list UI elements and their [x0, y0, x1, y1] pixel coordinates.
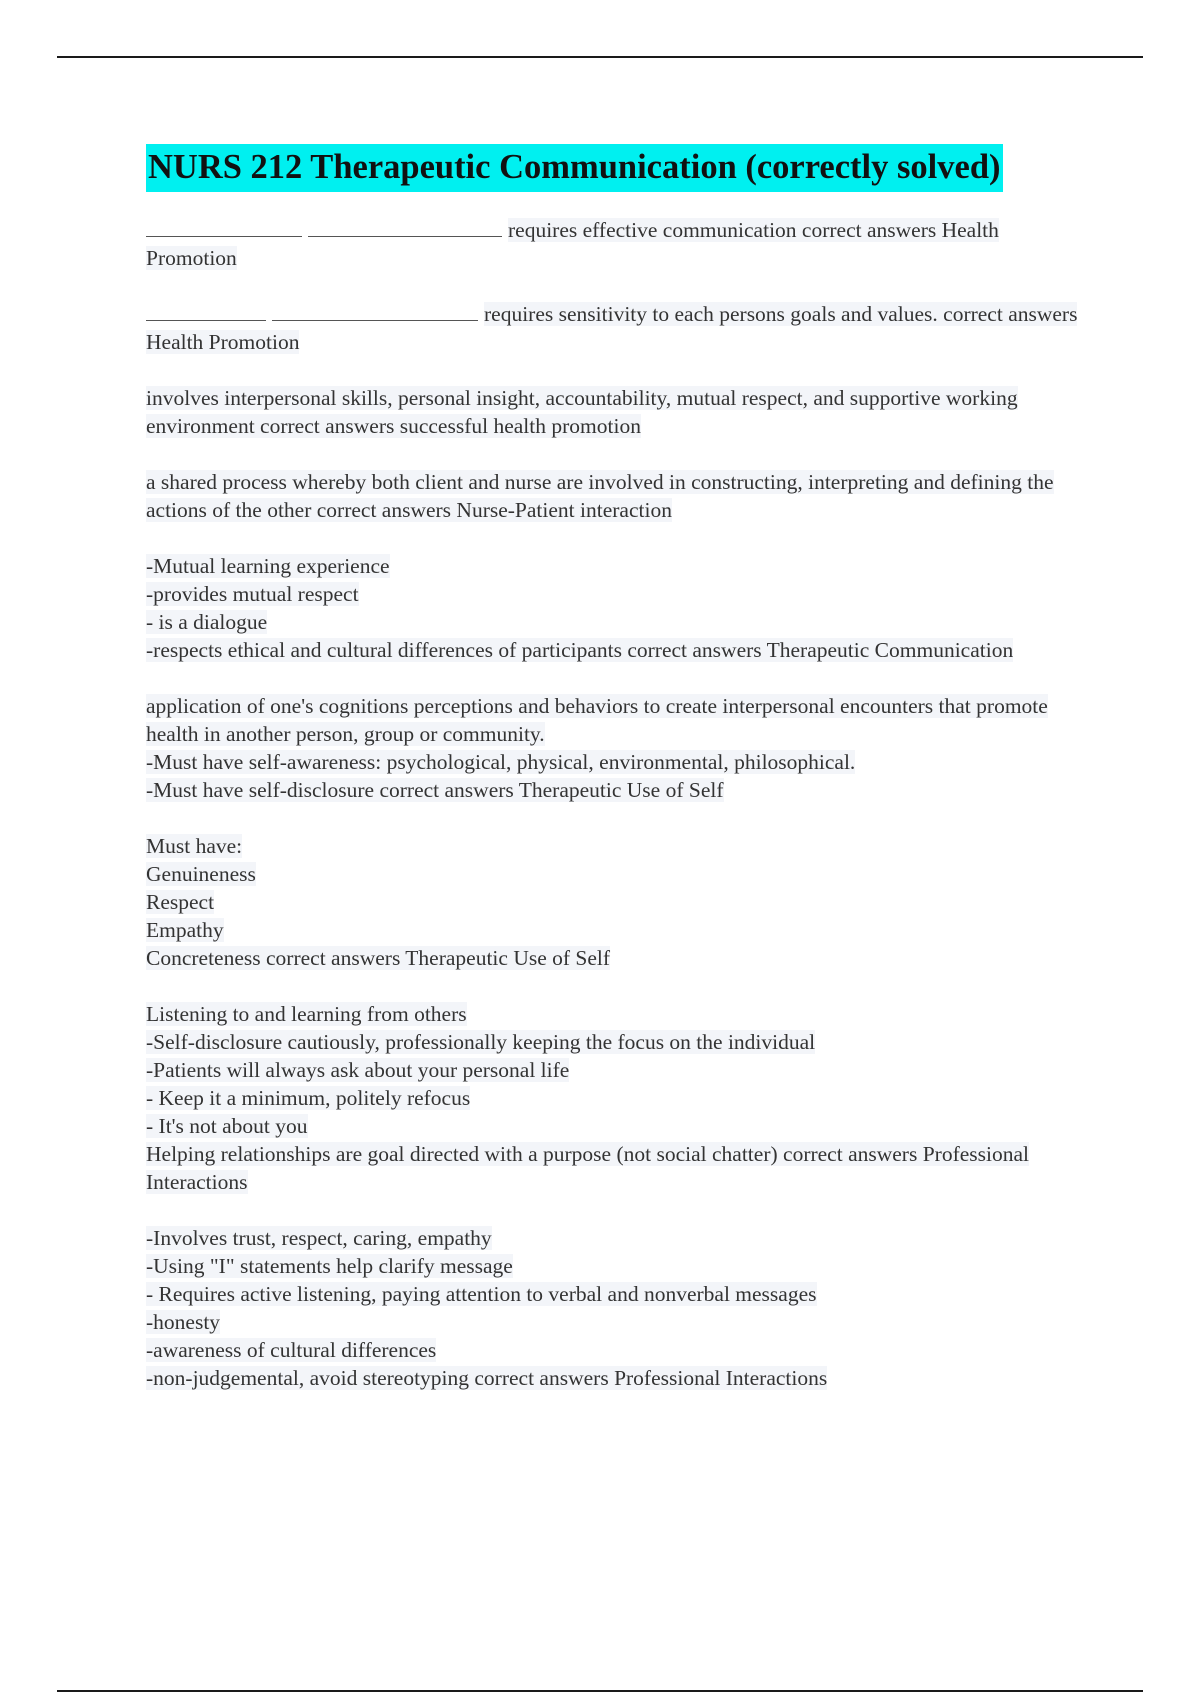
card-line [146, 1112, 1086, 1140]
card-text: -provides mutual respect [146, 582, 359, 606]
card-line [146, 216, 1086, 272]
card-line [146, 888, 1086, 916]
card-line [146, 692, 1086, 748]
card-line [146, 1224, 1086, 1252]
document-title: NURS 212 Therapeutic Communication (correctly solved) [146, 144, 1003, 192]
card-text: -Involves trust, respect, caring, empathy [146, 1226, 492, 1250]
flashcard-list [146, 216, 1086, 1392]
card-text: Helping relationships are goal directed with a purpose (not social chatter) correct answers Professional Interactions [146, 1142, 1029, 1194]
card-line [146, 1000, 1086, 1028]
flashcard [146, 384, 1086, 440]
card-text: -Must have self-disclosure correct answers Therapeutic Use of Self [146, 778, 724, 802]
card-line [146, 748, 1086, 776]
fill-in-blank [146, 218, 302, 237]
document-body [146, 144, 1086, 1420]
card-line [146, 860, 1086, 888]
card-text: involves interpersonal skills, personal insight, accountability, mutual respect, and supportive working environment correct answers successful health promotion [146, 386, 1018, 438]
card-text: -Patients will always ask about your personal life [146, 1058, 570, 1082]
card-text: - It's not about you [146, 1114, 308, 1138]
flashcard [146, 300, 1086, 356]
card-text: Must have: [146, 834, 243, 858]
card-line [146, 580, 1086, 608]
card-text: Respect [146, 890, 215, 914]
card-line [146, 1140, 1086, 1196]
card-text: requires sensitivity to each persons goals and values. correct answers Health Promotion [146, 302, 1078, 354]
card-text: application of one's cognitions perceptions and behaviors to create interpersonal encounters that promote health in another person, group or community. [146, 694, 1048, 746]
card-line [146, 1252, 1086, 1280]
card-line [146, 608, 1086, 636]
card-line [146, 636, 1086, 664]
top-rule [57, 56, 1143, 58]
card-line [146, 1364, 1086, 1392]
flashcard [146, 1000, 1086, 1196]
bottom-rule [57, 1690, 1143, 1692]
card-line [146, 776, 1086, 804]
card-text: -non-judgemental, avoid stereotyping correct answers Professional Interactions [146, 1366, 828, 1390]
card-text: - is a dialogue [146, 610, 268, 634]
card-text: -Must have self-awareness: psychological, physical, environmental, philosophical. [146, 750, 856, 774]
card-line [146, 944, 1086, 972]
fill-in-blank [308, 218, 502, 237]
card-line [146, 1280, 1086, 1308]
card-line [146, 1028, 1086, 1056]
card-text: -Self-disclosure cautiously, professionally keeping the focus on the individual [146, 1030, 816, 1054]
card-line [146, 1336, 1086, 1364]
flashcard [146, 832, 1086, 972]
card-line [146, 552, 1086, 580]
card-text: Empathy [146, 918, 224, 942]
card-text: Genuineness [146, 862, 256, 886]
card-text: -awareness of cultural differences [146, 1338, 437, 1362]
fill-in-blank [272, 302, 478, 321]
flashcard [146, 468, 1086, 524]
card-line [146, 468, 1086, 524]
card-text: -Using "I" statements help clarify message [146, 1254, 513, 1278]
flashcard [146, 552, 1086, 664]
card-line [146, 1084, 1086, 1112]
card-line [146, 916, 1086, 944]
card-text: a shared process whereby both client and nurse are involved in constructing, interpreting and defining the actions of the other correct answers Nurse-Patient interaction [146, 470, 1054, 522]
card-line [146, 384, 1086, 440]
card-text: -honesty [146, 1310, 221, 1334]
flashcard [146, 216, 1086, 272]
card-text: - Requires active listening, paying attention to verbal and nonverbal messages [146, 1282, 817, 1306]
card-text: -Mutual learning experience [146, 554, 390, 578]
card-line [146, 1056, 1086, 1084]
fill-in-blank [146, 302, 266, 321]
card-text: -respects ethical and cultural differences of participants correct answers Therapeutic Communication [146, 638, 1014, 662]
card-text: requires effective communication correct answers Health Promotion [146, 218, 999, 270]
card-line [146, 300, 1086, 356]
flashcard [146, 692, 1086, 804]
flashcard [146, 1224, 1086, 1392]
card-text: Concreteness correct answers Therapeutic Use of Self [146, 946, 611, 970]
card-text: Listening to and learning from others [146, 1002, 467, 1026]
card-line [146, 832, 1086, 860]
card-text: - Keep it a minimum, politely refocus [146, 1086, 471, 1110]
card-line [146, 1308, 1086, 1336]
